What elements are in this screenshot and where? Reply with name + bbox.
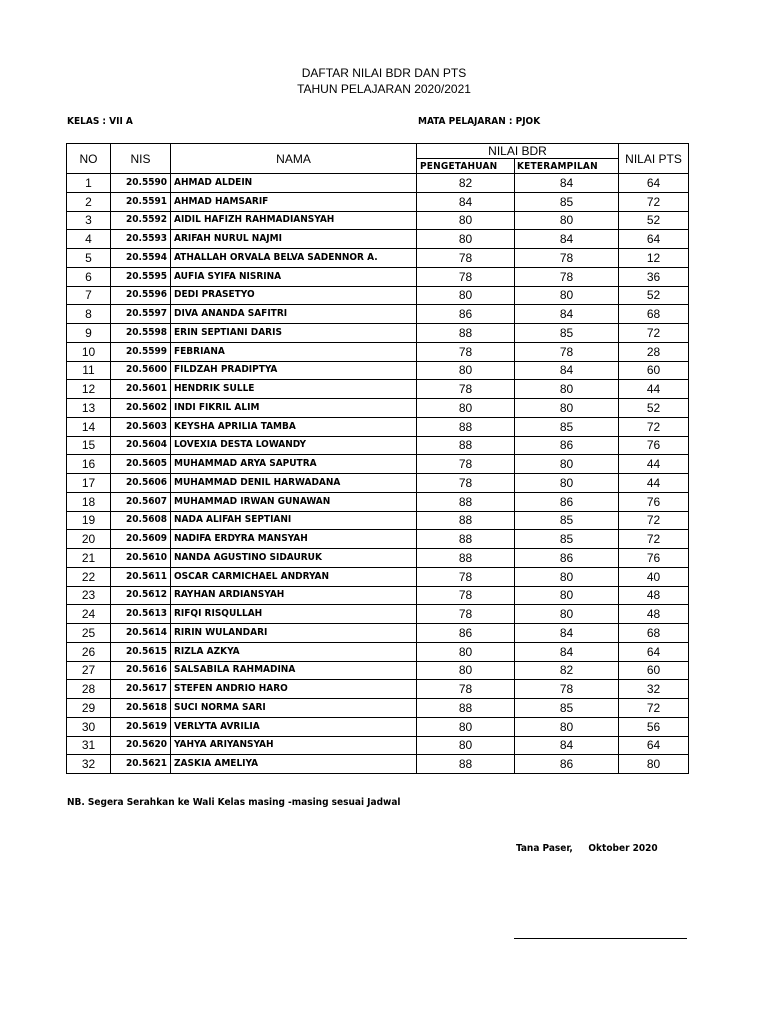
- cell-nilai-pts: 72: [619, 324, 689, 343]
- cell-pengetahuan: 88: [417, 755, 515, 774]
- cell-no: 22: [67, 567, 111, 586]
- cell-nilai-pts: 52: [619, 211, 689, 230]
- table-row: [67, 305, 689, 324]
- cell-nis: 20.5605: [111, 455, 171, 474]
- cell-nama: FILDZAH PRADIPTYA: [171, 361, 417, 380]
- header-no: NO: [67, 144, 111, 174]
- table-row: [67, 399, 689, 418]
- cell-nama: DEDI PRASETYO: [171, 286, 417, 305]
- cell-keterampilan: 85: [515, 511, 619, 530]
- cell-nama: MUHAMMAD ARYA SAPUTRA: [171, 455, 417, 474]
- cell-nama: NANDA AGUSTINO SIDAURUK: [171, 549, 417, 568]
- cell-pengetahuan: 78: [417, 342, 515, 361]
- cell-nama: AIDIL HAFIZH RAHMADIANSYAH: [171, 211, 417, 230]
- cell-keterampilan: 78: [515, 342, 619, 361]
- signature-line: [514, 938, 687, 939]
- cell-keterampilan: 85: [515, 530, 619, 549]
- cell-pengetahuan: 88: [417, 417, 515, 436]
- cell-nama: SUCI NORMA SARI: [171, 699, 417, 718]
- cell-nilai-pts: 76: [619, 549, 689, 568]
- cell-nis: 20.5619: [111, 717, 171, 736]
- table-row: [67, 342, 689, 361]
- cell-nama: OSCAR CARMICHAEL ANDRYAN: [171, 567, 417, 586]
- cell-nis: 20.5591: [111, 192, 171, 211]
- cell-nama: RIZLA AZKYA: [171, 642, 417, 661]
- cell-keterampilan: 78: [515, 680, 619, 699]
- class-label: KELAS : VII A: [67, 116, 133, 127]
- cell-nis: 20.5602: [111, 399, 171, 418]
- cell-keterampilan: 84: [515, 624, 619, 643]
- cell-nilai-pts: 72: [619, 511, 689, 530]
- cell-pengetahuan: 80: [417, 642, 515, 661]
- cell-keterampilan: 84: [515, 230, 619, 249]
- cell-no: 14: [67, 417, 111, 436]
- cell-nis: 20.5590: [111, 174, 171, 193]
- cell-keterampilan: 80: [515, 717, 619, 736]
- table-row: [67, 380, 689, 399]
- cell-nilai-pts: 48: [619, 586, 689, 605]
- table-row: [67, 492, 689, 511]
- cell-nilai-pts: 68: [619, 624, 689, 643]
- table-row: [67, 267, 689, 286]
- cell-nis: 20.5620: [111, 736, 171, 755]
- table-row: [67, 680, 689, 699]
- cell-nilai-pts: 32: [619, 680, 689, 699]
- cell-nilai-pts: 64: [619, 642, 689, 661]
- cell-nilai-pts: 64: [619, 230, 689, 249]
- cell-nama: ATHALLAH ORVALA BELVA SADENNOR A.: [171, 249, 417, 268]
- table-row: [67, 230, 689, 249]
- cell-keterampilan: 80: [515, 286, 619, 305]
- table-row: [67, 661, 689, 680]
- cell-no: 16: [67, 455, 111, 474]
- document-subtitle: TAHUN PELAJARAN 2020/2021: [297, 82, 471, 96]
- cell-no: 8: [67, 305, 111, 324]
- cell-no: 19: [67, 511, 111, 530]
- cell-keterampilan: 86: [515, 436, 619, 455]
- table-row: [67, 586, 689, 605]
- cell-nis: 20.5606: [111, 474, 171, 493]
- cell-nilai-pts: 36: [619, 267, 689, 286]
- cell-nilai-pts: 52: [619, 399, 689, 418]
- cell-no: 9: [67, 324, 111, 343]
- cell-pengetahuan: 78: [417, 605, 515, 624]
- cell-nis: 20.5600: [111, 361, 171, 380]
- cell-pengetahuan: 80: [417, 661, 515, 680]
- cell-nis: 20.5613: [111, 605, 171, 624]
- cell-pengetahuan: 78: [417, 267, 515, 286]
- cell-nilai-pts: 76: [619, 436, 689, 455]
- cell-no: 23: [67, 586, 111, 605]
- cell-keterampilan: 85: [515, 699, 619, 718]
- table-row: [67, 436, 689, 455]
- cell-nis: 20.5594: [111, 249, 171, 268]
- cell-pengetahuan: 78: [417, 455, 515, 474]
- cell-no: 5: [67, 249, 111, 268]
- cell-no: 7: [67, 286, 111, 305]
- cell-no: 15: [67, 436, 111, 455]
- cell-nis: 20.5610: [111, 549, 171, 568]
- cell-nilai-pts: 60: [619, 361, 689, 380]
- cell-keterampilan: 86: [515, 549, 619, 568]
- cell-nis: 20.5596: [111, 286, 171, 305]
- cell-keterampilan: 80: [515, 455, 619, 474]
- table-row: [67, 755, 689, 774]
- table-row: [67, 736, 689, 755]
- cell-keterampilan: 84: [515, 174, 619, 193]
- cell-pengetahuan: 78: [417, 680, 515, 699]
- table-row: [67, 474, 689, 493]
- cell-keterampilan: 84: [515, 361, 619, 380]
- cell-no: 17: [67, 474, 111, 493]
- cell-keterampilan: 80: [515, 399, 619, 418]
- cell-nis: 20.5604: [111, 436, 171, 455]
- cell-pengetahuan: 84: [417, 192, 515, 211]
- cell-keterampilan: 85: [515, 324, 619, 343]
- cell-nis: 20.5608: [111, 511, 171, 530]
- header-nis: NIS: [111, 144, 171, 174]
- header-nilai-bdr: NILAI BDR: [417, 144, 619, 159]
- cell-keterampilan: 86: [515, 755, 619, 774]
- table-row: [67, 417, 689, 436]
- cell-keterampilan: 80: [515, 211, 619, 230]
- table-row: [67, 324, 689, 343]
- cell-pengetahuan: 80: [417, 361, 515, 380]
- cell-nis: 20.5611: [111, 567, 171, 586]
- cell-nilai-pts: 76: [619, 492, 689, 511]
- cell-nama: AHMAD ALDEIN: [171, 174, 417, 193]
- cell-nis: 20.5618: [111, 699, 171, 718]
- cell-nis: 20.5603: [111, 417, 171, 436]
- table-row: [67, 642, 689, 661]
- cell-keterampilan: 85: [515, 417, 619, 436]
- cell-pengetahuan: 78: [417, 567, 515, 586]
- cell-no: 21: [67, 549, 111, 568]
- subject-label: MATA PELAJARAN : PJOK: [418, 116, 541, 127]
- cell-no: 12: [67, 380, 111, 399]
- cell-keterampilan: 82: [515, 661, 619, 680]
- cell-nilai-pts: 68: [619, 305, 689, 324]
- cell-nis: 20.5609: [111, 530, 171, 549]
- cell-pengetahuan: 86: [417, 305, 515, 324]
- cell-nama: RIFQI RISQULLAH: [171, 605, 417, 624]
- cell-keterampilan: 84: [515, 305, 619, 324]
- cell-nis: 20.5614: [111, 624, 171, 643]
- cell-pengetahuan: 88: [417, 549, 515, 568]
- cell-nama: VERLYTA AVRILIA: [171, 717, 417, 736]
- cell-nama: SALSABILA RAHMADINA: [171, 661, 417, 680]
- cell-no: 30: [67, 717, 111, 736]
- cell-nama: KEYSHA APRILIA TAMBA: [171, 417, 417, 436]
- cell-nilai-pts: 28: [619, 342, 689, 361]
- cell-nama: AUFIA SYIFA NISRINA: [171, 267, 417, 286]
- table-row: [67, 605, 689, 624]
- cell-keterampilan: 84: [515, 736, 619, 755]
- table-row: [67, 549, 689, 568]
- cell-keterampilan: 80: [515, 380, 619, 399]
- header-nama: NAMA: [171, 144, 417, 174]
- cell-keterampilan: 78: [515, 267, 619, 286]
- cell-pengetahuan: 80: [417, 286, 515, 305]
- cell-nama: NADIFA ERDYRA MANSYAH: [171, 530, 417, 549]
- cell-pengetahuan: 88: [417, 492, 515, 511]
- cell-pengetahuan: 88: [417, 436, 515, 455]
- cell-no: 24: [67, 605, 111, 624]
- table-row: [67, 249, 689, 268]
- cell-no: 26: [67, 642, 111, 661]
- header-nilai-pts: NILAI PTS: [619, 144, 689, 174]
- cell-nilai-pts: 60: [619, 661, 689, 680]
- cell-nis: 20.5598: [111, 324, 171, 343]
- cell-keterampilan: 78: [515, 249, 619, 268]
- cell-nilai-pts: 72: [619, 530, 689, 549]
- cell-nama: LOVEXIA DESTA LOWANDY: [171, 436, 417, 455]
- cell-nilai-pts: 12: [619, 249, 689, 268]
- table-body: [67, 174, 689, 774]
- cell-no: 2: [67, 192, 111, 211]
- cell-keterampilan: 80: [515, 605, 619, 624]
- cell-no: 31: [67, 736, 111, 755]
- cell-nis: 20.5597: [111, 305, 171, 324]
- cell-nama: HENDRIK SULLE: [171, 380, 417, 399]
- table-row: [67, 361, 689, 380]
- table-row: [67, 286, 689, 305]
- cell-nama: NADA ALIFAH SEPTIANI: [171, 511, 417, 530]
- cell-nama: STEFEN ANDRIO HARO: [171, 680, 417, 699]
- table-row: [67, 699, 689, 718]
- cell-nilai-pts: 44: [619, 455, 689, 474]
- cell-nis: 20.5599: [111, 342, 171, 361]
- cell-nama: ARIFAH NURUL NAJMI: [171, 230, 417, 249]
- table-row: [67, 717, 689, 736]
- cell-nama: RIRIN WULANDARI: [171, 624, 417, 643]
- cell-keterampilan: 86: [515, 492, 619, 511]
- cell-nama: AHMAD HAMSARIF: [171, 192, 417, 211]
- cell-nama: ZASKIA AMELIYA: [171, 755, 417, 774]
- cell-nilai-pts: 40: [619, 567, 689, 586]
- cell-nilai-pts: 64: [619, 174, 689, 193]
- cell-no: 4: [67, 230, 111, 249]
- table-row: [67, 192, 689, 211]
- cell-no: 29: [67, 699, 111, 718]
- table-row: [67, 567, 689, 586]
- header-pengetahuan: PENGETAHUAN: [417, 159, 515, 174]
- footer-note: NB. Segera Serahkan ke Wali Kelas masing -masing sesuai Jadwal: [67, 797, 401, 808]
- cell-no: 10: [67, 342, 111, 361]
- cell-nama: RAYHAN ARDIANSYAH: [171, 586, 417, 605]
- cell-nis: 20.5593: [111, 230, 171, 249]
- place-date: Tana Paser, Oktober 2020: [516, 843, 658, 854]
- cell-pengetahuan: 88: [417, 511, 515, 530]
- cell-pengetahuan: 78: [417, 249, 515, 268]
- cell-nama: DIVA ANANDA SAFITRI: [171, 305, 417, 324]
- cell-no: 6: [67, 267, 111, 286]
- cell-nilai-pts: 56: [619, 717, 689, 736]
- cell-no: 20: [67, 530, 111, 549]
- cell-nilai-pts: 48: [619, 605, 689, 624]
- cell-nis: 20.5592: [111, 211, 171, 230]
- cell-pengetahuan: 78: [417, 586, 515, 605]
- cell-pengetahuan: 80: [417, 717, 515, 736]
- cell-nama: MUHAMMAD IRWAN GUNAWAN: [171, 492, 417, 511]
- cell-nis: 20.5617: [111, 680, 171, 699]
- cell-no: 25: [67, 624, 111, 643]
- cell-pengetahuan: 78: [417, 474, 515, 493]
- table-row: [67, 511, 689, 530]
- cell-nis: 20.5601: [111, 380, 171, 399]
- cell-nama: FEBRIANA: [171, 342, 417, 361]
- cell-keterampilan: 80: [515, 567, 619, 586]
- cell-pengetahuan: 88: [417, 699, 515, 718]
- cell-keterampilan: 80: [515, 586, 619, 605]
- cell-pengetahuan: 88: [417, 530, 515, 549]
- cell-no: 18: [67, 492, 111, 511]
- cell-pengetahuan: 82: [417, 174, 515, 193]
- cell-keterampilan: 84: [515, 642, 619, 661]
- cell-nilai-pts: 72: [619, 192, 689, 211]
- cell-no: 27: [67, 661, 111, 680]
- cell-no: 13: [67, 399, 111, 418]
- cell-pengetahuan: 80: [417, 736, 515, 755]
- cell-nilai-pts: 72: [619, 417, 689, 436]
- cell-no: 11: [67, 361, 111, 380]
- cell-pengetahuan: 86: [417, 624, 515, 643]
- cell-nis: 20.5607: [111, 492, 171, 511]
- cell-no: 1: [67, 174, 111, 193]
- table-row: [67, 211, 689, 230]
- table-row: [67, 530, 689, 549]
- cell-nilai-pts: 52: [619, 286, 689, 305]
- cell-nama: YAHYA ARIYANSYAH: [171, 736, 417, 755]
- cell-no: 28: [67, 680, 111, 699]
- cell-pengetahuan: 80: [417, 399, 515, 418]
- cell-nis: 20.5612: [111, 586, 171, 605]
- cell-pengetahuan: 80: [417, 211, 515, 230]
- table-row: [67, 174, 689, 193]
- cell-nis: 20.5595: [111, 267, 171, 286]
- cell-nilai-pts: 44: [619, 474, 689, 493]
- table-row: [67, 455, 689, 474]
- cell-nama: MUHAMMAD DENIL HARWADANA: [171, 474, 417, 493]
- header-keterampilan: KETERAMPILAN: [515, 159, 619, 174]
- cell-nis: 20.5616: [111, 661, 171, 680]
- cell-nis: 20.5615: [111, 642, 171, 661]
- cell-no: 3: [67, 211, 111, 230]
- cell-keterampilan: 85: [515, 192, 619, 211]
- cell-pengetahuan: 88: [417, 324, 515, 343]
- cell-pengetahuan: 78: [417, 380, 515, 399]
- cell-pengetahuan: 80: [417, 230, 515, 249]
- grades-table: [66, 143, 689, 774]
- cell-nilai-pts: 80: [619, 755, 689, 774]
- cell-nama: ERIN SEPTIANI DARIS: [171, 324, 417, 343]
- cell-nama: INDI FIKRIL ALIM: [171, 399, 417, 418]
- cell-nis: 20.5621: [111, 755, 171, 774]
- document-title: DAFTAR NILAI BDR DAN PTS: [301, 66, 467, 80]
- cell-nilai-pts: 44: [619, 380, 689, 399]
- cell-keterampilan: 80: [515, 474, 619, 493]
- cell-nilai-pts: 64: [619, 736, 689, 755]
- cell-nilai-pts: 72: [619, 699, 689, 718]
- cell-no: 32: [67, 755, 111, 774]
- table-row: [67, 624, 689, 643]
